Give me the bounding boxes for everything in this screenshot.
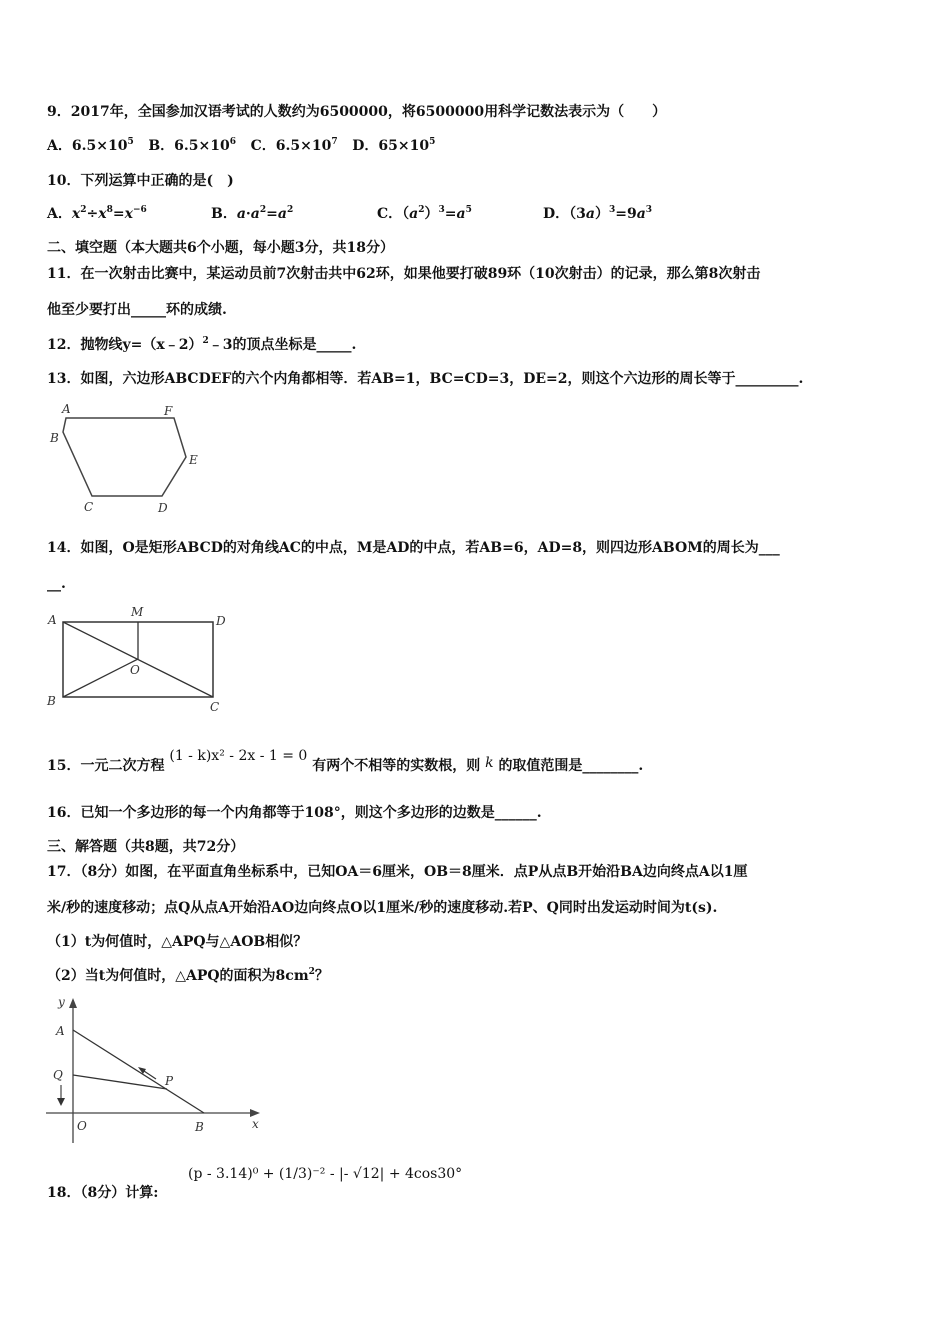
rect-label-c: C [210,700,220,714]
segment-ab [73,1030,204,1113]
segment-bo [63,659,138,697]
axis-label-x: x [252,1117,259,1131]
q15-text: 15．一元二次方程 (1 - k)x² - 2x - 1 = 0 有两个不相等的实数根，则 k 的取值范围是________. [47,748,644,774]
q12-text: 12．抛物线y=（x﹣2）$^2$﹣3的顶点坐标是_____. [47,336,357,353]
q9-option-a: A．$6.5\times 10^5$ [47,137,134,154]
rect-label-a: A [48,613,57,627]
q9-option-d: D．$65\times 10^5$ [352,137,436,154]
point-label-p: P [165,1074,174,1088]
point-label-a: A [56,1024,65,1038]
q10-option-c: C．$(a^2)^3=a^5$ [377,205,472,222]
q10-option-d: D．$(3a)^3=9a^3$ [543,205,653,222]
q16-text: 16．已知一个多边形的每一个内角都等于108°，则这个多边形的边数是______. [47,805,542,821]
q14-line1: 14．如图，O是矩形ABCD的对角线AC的中点，M是AD的中点，若AB=6，AD=8，则四边形ABOM的周长为___ [47,540,780,556]
q17-line2: 米/秒的速度移动；点Q从点A开始沿AO边向终点O以1厘米/秒的速度移动.若P、Q同时出发运动时间为t(s). [47,900,718,916]
hex-label-a: A [62,402,71,416]
section-2-title: 二、填空题（本大题共6个小题，每小题3分，共18分） [47,240,394,256]
q9-option-c: C．$6.5\times 10^7$ [250,137,338,154]
hex-label-e: E [189,453,198,467]
q17-sub1: （1）t为何值时，△APQ与△AOB相似？ [47,934,308,950]
q10-option-a: A．$x^2\div x^8=x^{-6}$ [47,205,147,222]
q10-option-b: B．$a\cdot a^2=a^2$ [211,205,294,222]
q18-expression-text: (p - 3.14)⁰ + (1/3)⁻² - |- √12| + 4cos30° [188,1166,463,1182]
q11-line2: 他至少要打出_____环的成绩. [47,302,227,318]
q18-text: 18．（8分）计算: [47,1185,159,1201]
q14-line2: __. [47,576,66,592]
axis-label-y: y [58,995,65,1009]
y-axis-arrow [69,998,77,1008]
coordinate-figure [44,993,266,1147]
point-label-q: Q [53,1068,63,1082]
q9-options [47,136,435,156]
q17-line1: 17．（8分）如图，在平面直角坐标系中，已知OA＝6厘米，OB＝8厘米．点P从点B开始沿BA边向终点A以1厘 [47,864,748,880]
hex-label-c: C [84,500,94,514]
q15-variable: k [485,755,494,771]
q10-stem: 10．下列运算中正确的是( ) [47,173,234,189]
section-3-title: 三、解答题（共8题，共72分） [47,839,245,855]
point-label-b: B [195,1120,204,1134]
q15-equation: (1 - k)x² - 2x - 1 = 0 [169,748,308,764]
q17-sub2: （2）当t为何值时，△APQ的面积为$8cm^2$？ [47,967,329,984]
x-axis-arrow [250,1109,260,1117]
hex-label-d: D [158,501,168,515]
rect-label-o: O [130,663,140,677]
rect-label-m: M [131,605,144,619]
hex-label-b: B [50,431,59,445]
hexagon-shape [63,418,186,496]
rectangle-figure [44,602,234,714]
q13-text: 13．如图，六边形ABCDEF的六个内角都相等．若AB=1，BC=CD=3，DE=2，则这个六边形的周长等于_________. [47,371,804,387]
hex-label-f: F [164,404,173,418]
q11-line1: 11．在一次射击比赛中，某运动员前7次射击共中62环，如果他要打破89环（10次射击）的记录，那么第8次射击 [47,266,761,282]
q9-stem: 9．2017年，全国参加汉语考试的人数约为6500000，将6500000用科学记数法表示为（ ） [47,104,667,120]
q9-option-b: B．$6.5\times 10^6$ [148,137,236,154]
rect-label-b: B [47,694,56,708]
q18-expression [188,1166,462,1182]
hexagon-figure [44,400,214,518]
rect-label-d: D [216,614,226,628]
q-direction-arrowhead [57,1098,65,1106]
point-label-o: O [77,1119,87,1133]
